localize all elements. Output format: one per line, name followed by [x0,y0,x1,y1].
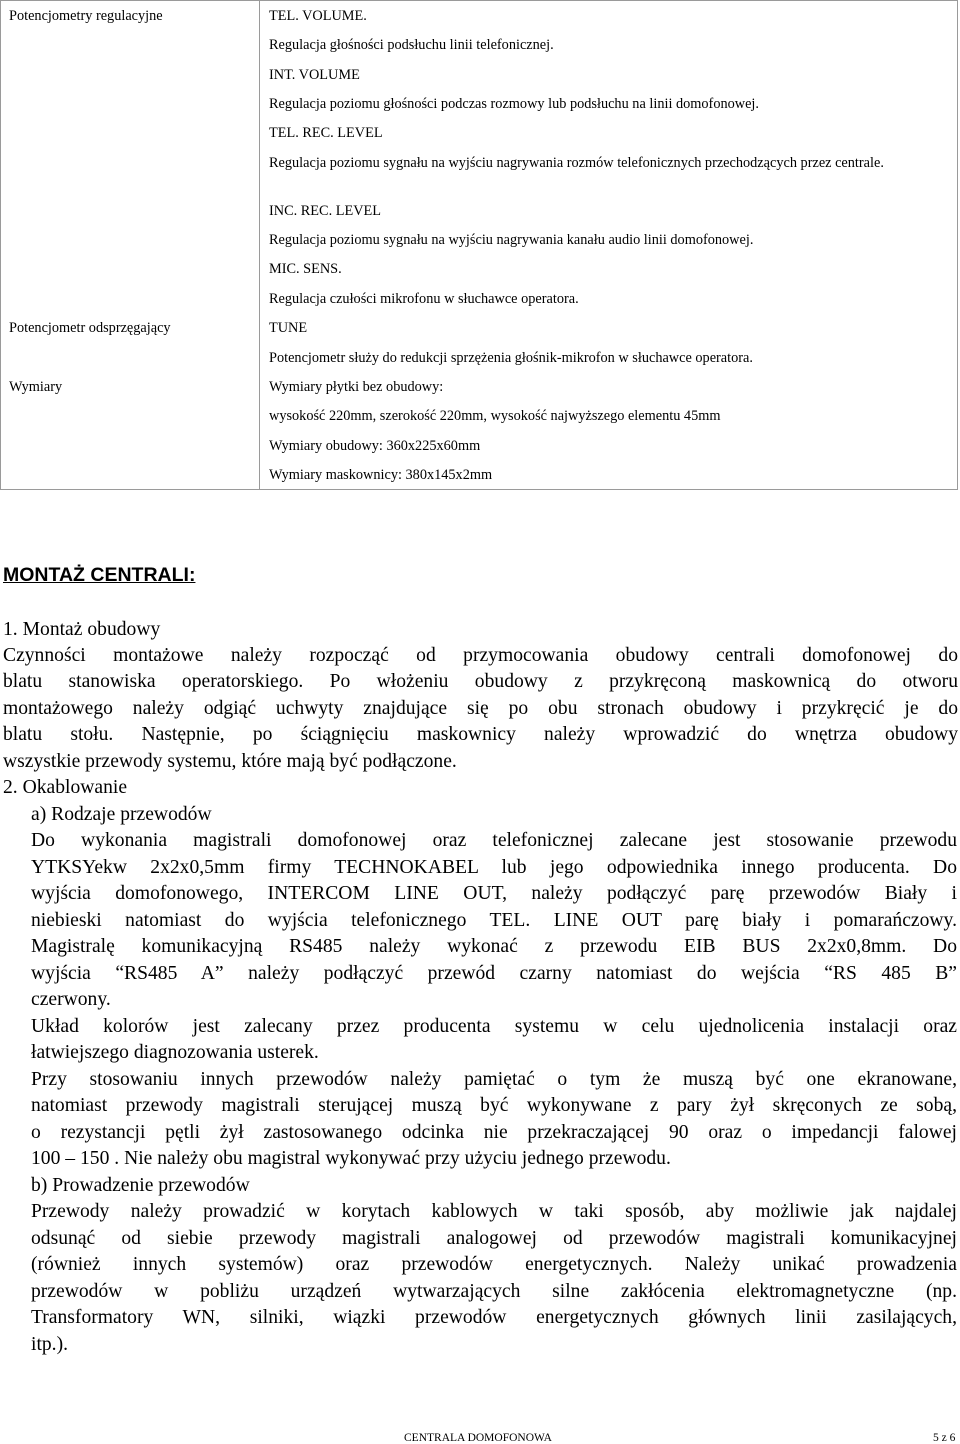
body-line: Układ kolorów jest zalecany przez producenta systemu w celu ujednolicenia instalacji oraz [31,1016,957,1037]
body-line: (również innych systemów) oraz przewodów energetycznych. Należy unikać prowadzenia [31,1254,957,1275]
item-name: TUNE [269,320,308,336]
body-line: montażowego należy odgiąć uchwyty znajdujące się po obu stronach obudowy i przykręcić je do [3,698,958,719]
dimension-line: Wymiary maskownicy: 380x145x2mm [269,467,493,483]
body-line: 1. Montaż obudowy [3,619,161,640]
body-line: Czynności montażowe należy rozpocząć od przymocowania obudowy centrali domofonowej do [3,645,958,666]
item-name: TEL. REC. LEVEL [269,125,383,141]
item-name: MIC. SENS. [269,261,342,277]
row-label-decoupling: Potencjometr odsprzęgający [9,320,171,336]
item-desc: Regulacja poziomu głośności podczas rozmowy lub podsłuchu na linii domofonowej. [269,96,759,112]
dimension-line: Wymiary obudowy: 360x225x60mm [269,438,481,454]
body-line: b) Prowadzenie przewodów [31,1175,250,1196]
body-line: natomiast przewody magistrali sterującej muszą być wykonywane z pary żył skręconych ze sobą, [31,1095,957,1116]
body-line: o rezystancji pętli żył zastosowanego odcinka nie przekraczającej 90 oraz o impedancji falowej [31,1122,957,1143]
table-column-divider [259,1,260,489]
body-line: YTKSYekw 2x2x0,5mm firmy TECHNOKABEL lub jego odpowiednika innego producenta. Do [31,857,957,878]
dimension-line: wysokość 220mm, szerokość 220mm, wysokość najwyższego elementu 45mm [269,408,721,424]
item-desc: Regulacja poziomu sygnału na wyjściu nagrywania kanału audio linii domofonowej. [269,232,754,248]
item-name: TEL. VOLUME. [269,8,367,24]
item-name: INC. REC. LEVEL [269,203,381,219]
body-line: Przewody należy prowadzić w korytach kablowych w taki sposób, aby możliwie jak najdalej [31,1201,957,1222]
item-desc: Potencjometr służy do redukcji sprzężenia głośnik-mikrofon w słuchawce operatora. [269,350,753,366]
body-line: odsunąć od siebie przewody magistrali analogowej od przewodów magistrali komunikacyjnej [31,1228,957,1249]
section-heading: MONTAŻ CENTRALI: [3,564,196,586]
body-line: niebieski natomiast do wyjścia telefonicznego TEL. LINE OUT parę biały i pomarańczowy. [31,910,957,931]
body-line: blatu stołu. Następnie, po ściągnięciu maskownicy należy wprowadzić do wnętrza obudowy [3,724,958,745]
body-line: itp.). [31,1334,69,1355]
item-desc: Regulacja czułości mikrofonu w słuchawce operatora. [269,291,579,307]
dimension-line: Wymiary płytki bez obudowy: [269,379,444,395]
item-name: INT. VOLUME [269,67,360,83]
item-desc: Regulacja poziomu sygnału na wyjściu nagrywania rozmów telefonicznych przechodzących przez centrale. [269,155,884,171]
footer-title: CENTRALA DOMOFONOWA [404,1432,552,1444]
item-desc: Regulacja głośności podsłuchu linii telefonicznej. [269,37,554,53]
body-line: przewodów w pobliżu urządzeń wytwarzających silne zakłócenia elektromagnetyczne (np. [31,1281,957,1302]
body-line: 2. Okablowanie [3,777,128,798]
body-line: Transformatory WN, silniki, wiązki przewodów energetycznych głównych linii zasilających, [31,1307,957,1328]
body-line: wyjścia “RS485 A” należy podłączyć przewód czarny natomiast do wejścia “RS 485 B” [31,963,957,984]
body-line: blatu stanowiska operatorskiego. Po włożeniu obudowy z przykręconą maskownicą do otworu [3,671,958,692]
body-line: Do wykonania magistrali domofonowej oraz telefonicznej zalecane jest stosowanie przewodu [31,830,957,851]
row-label-potentiometers: Potencjometry regulacyjne [9,8,163,24]
body-line: wszystkie przewody systemu, które mają być podłączone. [3,751,457,772]
body-line: Magistralę komunikacyjną RS485 należy wykonać z przewodu EIB BUS 2x2x0,8mm. Do [31,936,957,957]
row-label-dimensions: Wymiary [9,379,63,395]
body-line: a) Rodzaje przewodów [31,804,212,825]
body-line: łatwiejszego diagnozowania usterek. [31,1042,319,1063]
body-line: wyjścia domofonowego, INTERCOM LINE OUT, należy podłączyć parę przewodów Biały i [31,883,957,904]
body-line: Przy stosowaniu innych przewodów należy pamiętać o tym że muszą być one ekranowane, [31,1069,957,1090]
body-line: czerwony. [31,989,111,1010]
body-line: 100 – 150 . Nie należy obu magistral wykonywać przy użyciu jednego przewodu. [31,1148,671,1169]
page-number: 5 z 6 [933,1432,956,1444]
